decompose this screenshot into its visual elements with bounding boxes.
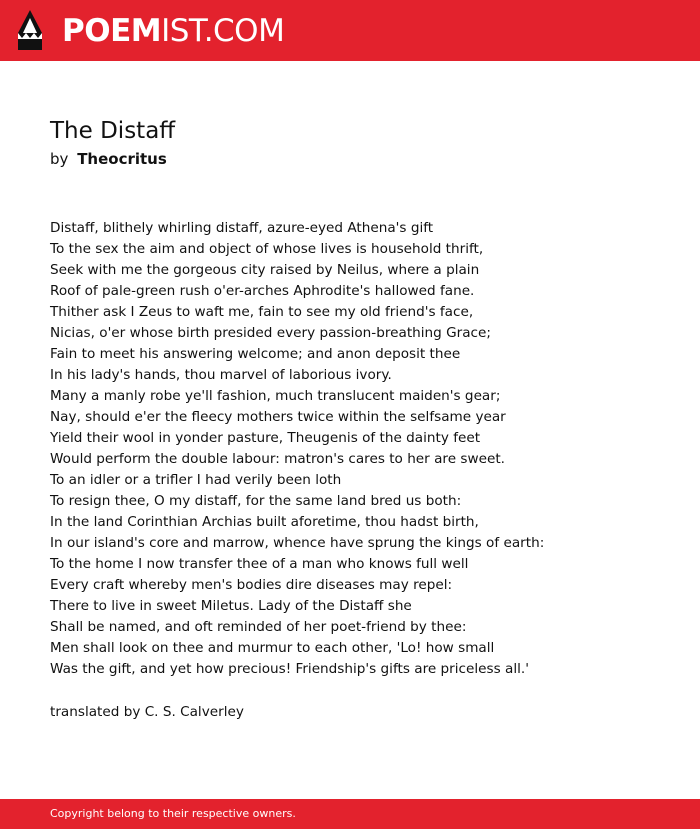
- poem-line: Fain to meet his answering welcome; and anon deposit thee: [50, 346, 461, 362]
- poem-body: [50, 218, 670, 680]
- poem-line: Many a manly robe ye'll fashion, much translucent maiden's gear;: [50, 388, 501, 404]
- poem-line: Roof of pale-green rush o'er-arches Aphrodite's hallowed fane.: [50, 283, 475, 299]
- logo-word-light: IST.COM: [161, 13, 285, 49]
- site-header: [0, 0, 700, 61]
- poem-line: Men shall look on thee and murmur to each other, 'Lo! how small: [50, 640, 495, 656]
- poem-line: Nay, should e'er the fleecy mothers twice within the selfsame year: [50, 409, 506, 425]
- poem-line: Shall be named, and oft reminded of her poet-friend by thee:: [50, 619, 467, 635]
- poem-line: To the home I now transfer thee of a man who knows full well: [50, 556, 469, 572]
- translator-credit: translated by C. S. Calverley: [50, 704, 244, 720]
- author-name: Theocritus: [77, 150, 167, 168]
- poem-line: Seek with me the gorgeous city raised by Neilus, where a plain: [50, 262, 480, 278]
- poem-title: The Distaff: [50, 118, 176, 144]
- poem-line: Would perform the double labour: matron's cares to her are sweet.: [50, 451, 505, 467]
- poem-line: Yield their wool in yonder pasture, Theugenis of the dainty feet: [50, 430, 481, 446]
- poem-line: In his lady's hands, thou marvel of laborious ivory.: [50, 367, 392, 383]
- poem-line: Was the gift, and yet how precious! Friendship's gifts are priceless all.': [50, 661, 529, 677]
- poem-line: In the land Corinthian Archias built aforetime, thou hadst birth,: [50, 514, 479, 530]
- pencil-tip-icon[interactable]: [17, 9, 43, 51]
- site-footer: [0, 799, 700, 829]
- poem-line: In our island's core and marrow, whence have sprung the kings of earth:: [50, 535, 545, 551]
- poem-byline: [50, 147, 167, 171]
- poem-line: To an idler or a trifler I had verily been loth: [50, 472, 342, 488]
- poem-line: Every craft whereby men's bodies dire diseases may repel:: [50, 577, 453, 593]
- poem-line: To resign thee, O my distaff, for the same land bred us both:: [50, 493, 462, 509]
- poem-line: To the sex the aim and object of whose lives is household thrift,: [50, 241, 484, 257]
- copyright-notice: Copyright belong to their respective owners.: [50, 807, 296, 820]
- poem-line: There to live in sweet Miletus. Lady of the Distaff she: [50, 598, 412, 614]
- poem-line: Nicias, o'er whose birth presided every passion-breathing Grace;: [50, 325, 491, 341]
- logo-word-bold: POEM: [62, 13, 162, 49]
- poem-line: Thither ask I Zeus to waft me, fain to see my old friend's face,: [50, 304, 474, 320]
- by-label: by: [50, 150, 69, 168]
- site-logo-link[interactable]: [62, 11, 284, 51]
- poem-line: Distaff, blithely whirling distaff, azure-eyed Athena's gift: [50, 220, 434, 236]
